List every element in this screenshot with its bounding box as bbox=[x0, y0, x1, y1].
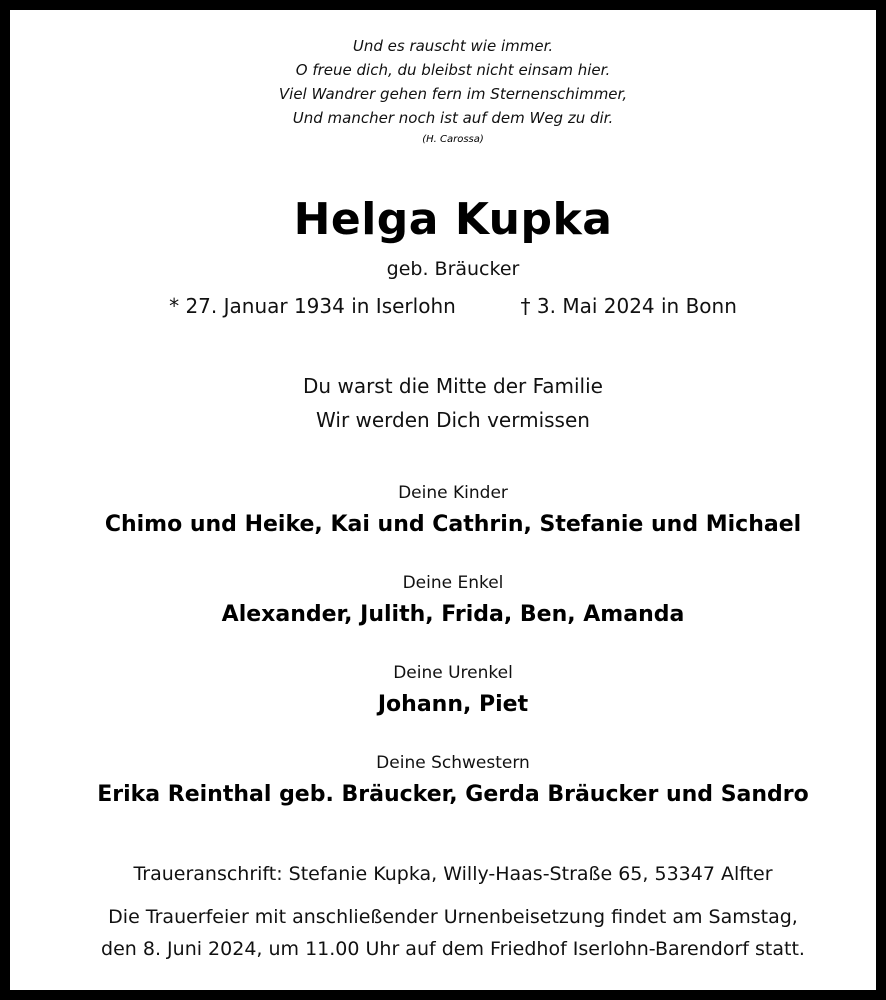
death-date: † 3. Mai 2024 in Bonn bbox=[520, 294, 737, 318]
mourner-group-names: Johann, Piet bbox=[377, 692, 529, 717]
life-dates bbox=[20, 292, 886, 320]
poem-author: (H. Carossa) bbox=[422, 134, 484, 145]
mourner-group-label: Deine Schwestern bbox=[376, 753, 530, 773]
mourner-group-label: Deine Kinder bbox=[398, 483, 508, 503]
poem-line: O freue dich, du bleibst nicht einsam hier. bbox=[295, 61, 611, 79]
mourner-group-names: Chimo und Heike, Kai und Cathrin, Stefanie und Michael bbox=[104, 512, 802, 537]
poem-line: Und es rauscht wie immer. bbox=[352, 37, 554, 55]
mourner-group-label: Deine Enkel bbox=[402, 573, 504, 593]
birth-date: * 27. Januar 1934 in Iserlohn bbox=[169, 294, 456, 318]
deceased-name: Helga Kupka bbox=[293, 194, 613, 245]
ceremony-info-line: den 8. Juni 2024, um 11.00 Uhr auf dem Friedhof Iserlohn-Barendorf statt. bbox=[101, 938, 805, 960]
ceremony-info-line: Die Trauerfeier mit anschließender Urnenbeisetzung findet am Samstag, bbox=[108, 906, 798, 928]
tribute-line: Du warst die Mitte der Familie bbox=[303, 374, 603, 398]
mourner-group-label: Deine Urenkel bbox=[393, 663, 513, 683]
maiden-name: geb. Bräucker bbox=[386, 258, 520, 280]
poem-line: Und mancher noch ist auf dem Weg zu dir. bbox=[292, 109, 614, 127]
mourner-group-names: Alexander, Julith, Frida, Ben, Amanda bbox=[221, 602, 685, 627]
mourner-group-names: Erika Reinthal geb. Bräucker, Gerda Bräucker und Sandro bbox=[97, 782, 809, 807]
mourning-address: Traueranschrift: Stefanie Kupka, Willy-Haas-Straße 65, 53347 Alfter bbox=[133, 863, 773, 885]
tribute-line: Wir werden Dich vermissen bbox=[316, 408, 590, 432]
poem-line: Viel Wandrer gehen fern im Sternenschimmer, bbox=[278, 85, 628, 103]
